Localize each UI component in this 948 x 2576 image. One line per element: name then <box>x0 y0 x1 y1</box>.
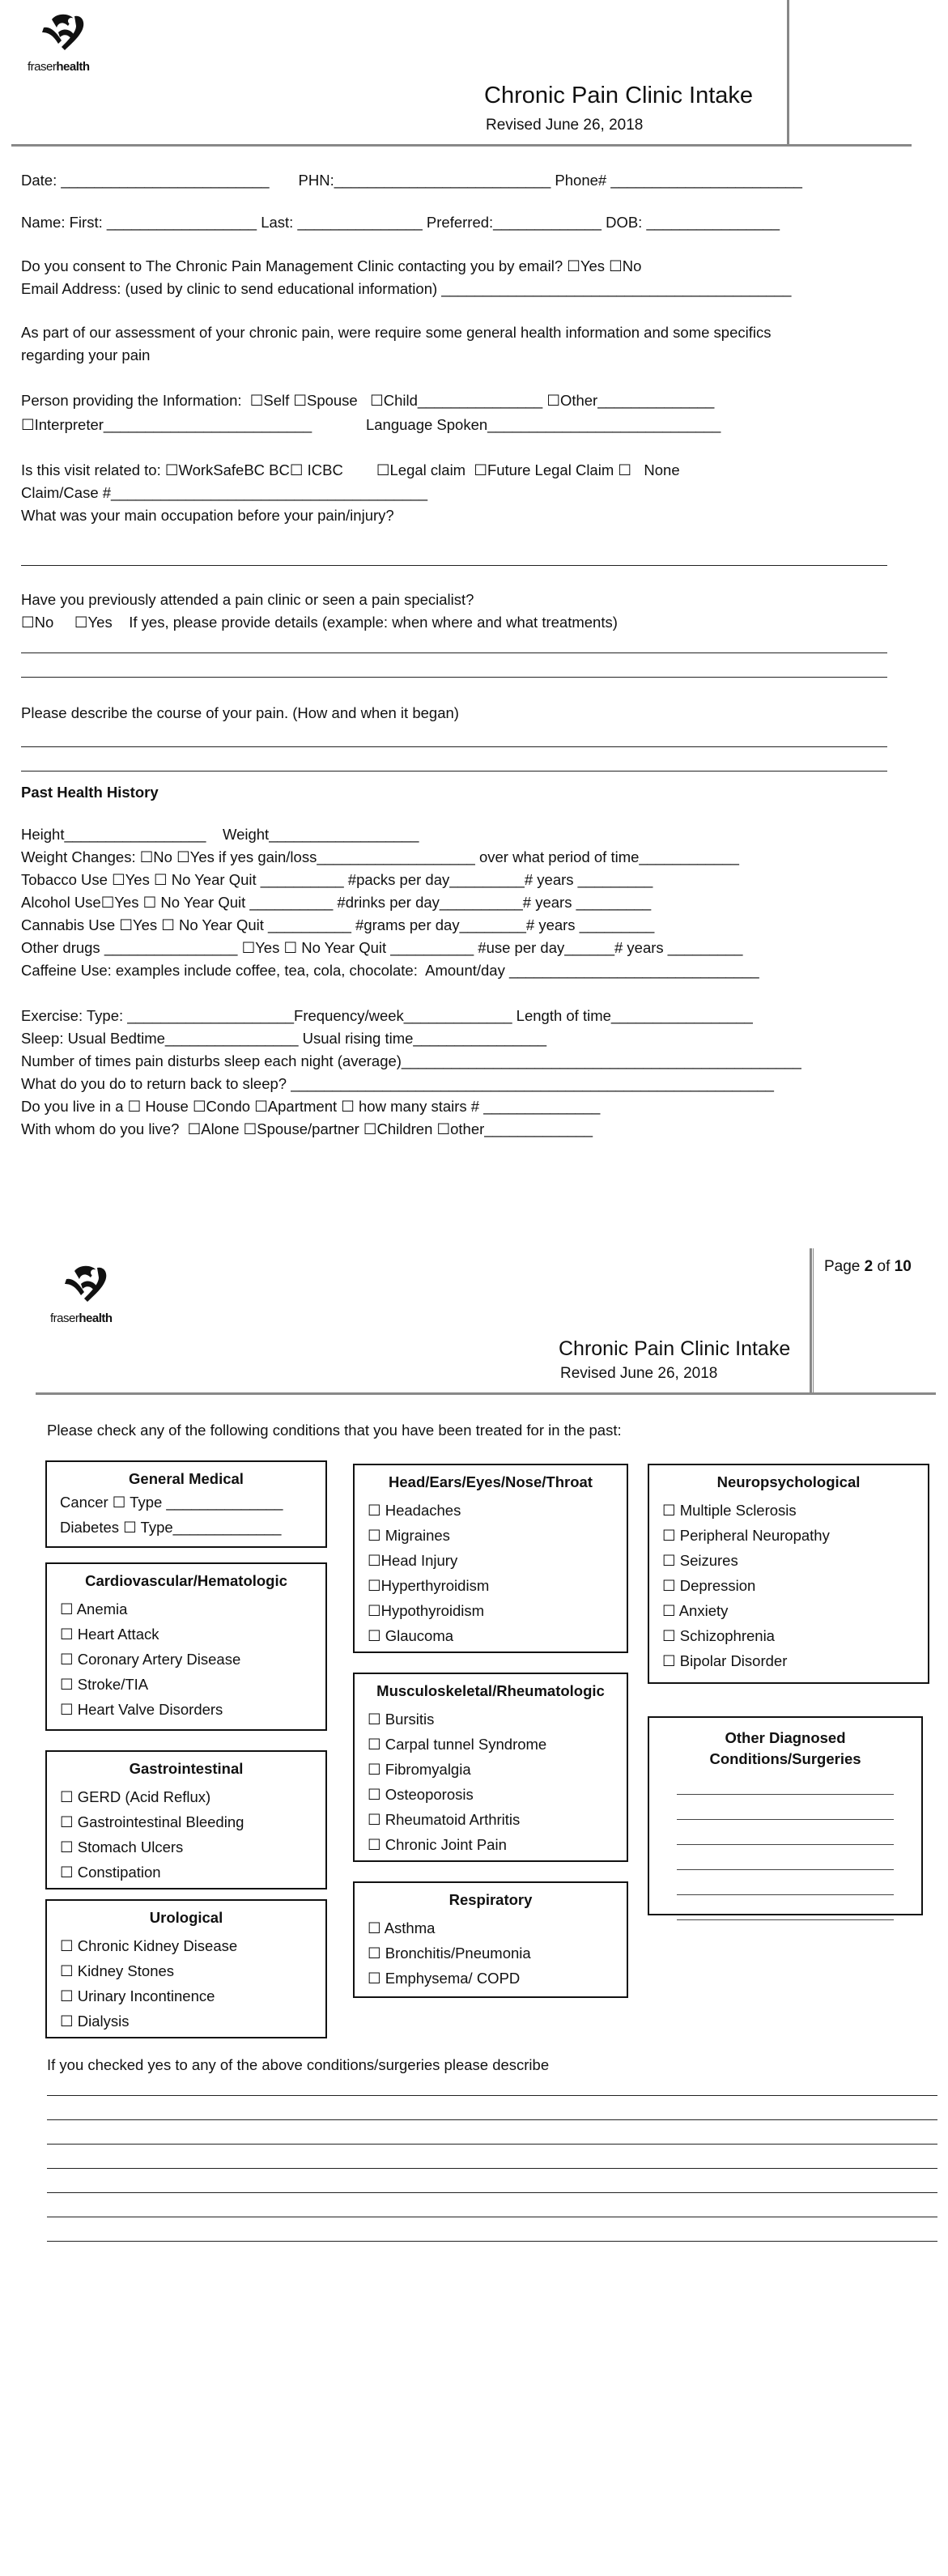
dialysis-checkbox[interactable]: ☐ Dialysis <box>60 2013 130 2030</box>
neuropsychological-box <box>648 1464 929 1684</box>
fraser-health-logo <box>24 11 113 78</box>
fibromyalgia-checkbox[interactable]: ☐ Fibromyalgia <box>368 1761 471 1778</box>
page2-title: Chronic Pain Clinic Intake <box>559 1337 791 1360</box>
diabetes-checkbox[interactable]: Diabetes ☐ Type_____________ <box>60 1519 282 1536</box>
person-providing-line[interactable]: Person providing the Information: ☐Self ☐Spouse ☐Child_______________ ☐Other______________ <box>21 392 715 409</box>
musculoskeletal-box <box>353 1673 628 1862</box>
heart-attack-checkbox[interactable]: ☐ Heart Attack <box>60 1626 159 1643</box>
occupation-answer-line[interactable] <box>21 565 887 566</box>
head-injury-checkbox[interactable]: ☐Head Injury <box>368 1552 458 1569</box>
bronchitis-pneumonia-checkbox[interactable]: ☐ Bronchitis/Pneumonia <box>368 1945 531 1962</box>
name-line[interactable]: Name: First: __________________ Last: _______________ Preferred:_____________ DOB: ________________ <box>21 214 780 231</box>
other-conditions-box <box>648 1716 923 1915</box>
glaucoma-checkbox[interactable]: ☐ Glaucoma <box>368 1627 454 1644</box>
hypothyroidism-checkbox[interactable]: ☐Hypothyroidism <box>368 1602 485 1619</box>
assessment-intro-line-1: As part of our assessment of your chronic pain, were require some general health information and some specifics <box>21 324 772 341</box>
other-condition-line-1[interactable] <box>677 1770 895 1795</box>
bursitis-checkbox[interactable]: ☐ Bursitis <box>368 1711 435 1728</box>
chronic-kidney-disease-checkbox[interactable]: ☐ Chronic Kidney Disease <box>60 1937 238 1954</box>
hyperthyroidism-checkbox[interactable]: ☐Hyperthyroidism <box>368 1577 490 1594</box>
box-title: Musculoskeletal/Rheumatologic <box>376 1682 605 1699</box>
describe-conditions-prompt: If you checked yes to any of the above conditions/surgeries please describe <box>47 2056 550 2073</box>
pain-clinic-options[interactable]: ☐No ☐Yes If yes, please provide details (example: when where and what treatments) <box>21 614 618 631</box>
logo-text-light: fraser <box>50 1311 79 1325</box>
box-title: Respiratory <box>448 1891 533 1908</box>
header-divider <box>11 144 912 147</box>
cancer-checkbox[interactable]: Cancer ☐ Type ______________ <box>60 1494 283 1511</box>
page-label: Page <box>824 1258 861 1275</box>
kidney-stones-checkbox[interactable]: ☐ Kidney Stones <box>60 1962 175 1979</box>
claim-case-line[interactable]: Claim/Case #______________________________________ <box>21 484 428 501</box>
page2-revised-date: Revised June 26, 2018 <box>560 1365 718 1382</box>
logo-text-light: fraser <box>28 60 57 74</box>
stroke-tia-checkbox[interactable]: ☐ Stroke/TIA <box>60 1676 149 1693</box>
other-condition-line-6[interactable] <box>677 1895 895 1920</box>
other-drugs-line[interactable]: Other drugs ________________ ☐Yes ☐ No Year Quit __________ #use per day______# years _________ <box>21 939 743 956</box>
page-of: of <box>877 1258 891 1275</box>
past-health-history-heading: Past Health History <box>21 784 159 801</box>
describe-line-7[interactable] <box>47 2241 937 2242</box>
other-condition-line-2[interactable] <box>677 1795 895 1820</box>
pain-clinic-question: Have you previously attended a pain clinic or seen a pain specialist? <box>21 591 474 608</box>
pain-course-question: Please describe the course of your pain. (How and when it began) <box>21 704 459 721</box>
caffeine-use-line[interactable]: Caffeine Use: examples include coffee, tea, cola, chocolate: Amount/day ______________________________ <box>21 962 759 979</box>
interpreter-line[interactable]: ☐Interpreter_________________________ Language Spoken____________________________ <box>21 416 721 433</box>
height-weight-line[interactable]: Height_________________ Weight__________________ <box>21 826 419 843</box>
sleep-disturbance-line[interactable]: Number of times pain disturbs sleep each night (average)________________________________________________ <box>21 1052 801 1069</box>
headaches-checkbox[interactable]: ☐ Headaches <box>368 1502 461 1519</box>
multiple-sclerosis-checkbox[interactable]: ☐ Multiple Sclerosis <box>662 1502 797 1519</box>
depression-checkbox[interactable]: ☐ Depression <box>662 1577 756 1594</box>
page2-header-divider <box>36 1392 936 1395</box>
live-with-line[interactable]: With whom do you live? ☐Alone ☐Spouse/partner ☐Children ☐other_____________ <box>21 1120 593 1137</box>
carpal-tunnel-checkbox[interactable]: ☐ Carpal tunnel Syndrome <box>368 1736 547 1753</box>
revised-date: Revised June 26, 2018 <box>486 117 644 134</box>
general-medical-box <box>45 1460 327 1548</box>
page-number <box>824 1258 912 1276</box>
seizures-checkbox[interactable]: ☐ Seizures <box>662 1552 738 1569</box>
tobacco-use-line[interactable]: Tobacco Use ☐Yes ☐ No Year Quit __________ #packs per day_________# years _________ <box>21 871 653 888</box>
residence-line[interactable]: Do you live in a ☐ House ☐Condo ☐Apartment ☐ how many stairs # ______________ <box>21 1098 601 1115</box>
return-to-sleep-line[interactable]: What do you do to return back to sleep? __________________________________________________________ <box>21 1075 774 1092</box>
pain-clinic-answer-line-2[interactable] <box>21 677 887 678</box>
page-total: 10 <box>894 1258 912 1275</box>
fraser-health-logo-page2 <box>47 1263 136 1329</box>
osteoporosis-checkbox[interactable]: ☐ Osteoporosis <box>368 1786 474 1803</box>
urinary-incontinence-checkbox[interactable]: ☐ Urinary Incontinence <box>60 1987 215 2004</box>
logo-figure-icon <box>36 11 92 53</box>
date-phn-phone-line[interactable]: Date: _________________________ PHN:__________________________ Phone# _______________________ <box>21 172 802 189</box>
sleep-line[interactable]: Sleep: Usual Bedtime________________ Usual rising time________________ <box>21 1030 547 1047</box>
heart-valve-disorders-checkbox[interactable]: ☐ Heart Valve Disorders <box>60 1701 223 1718</box>
logo-figure-icon <box>58 1263 115 1305</box>
cannabis-use-line[interactable]: Cannabis Use ☐Yes ☐ No Year Quit __________ #grams per day________# years _________ <box>21 916 655 933</box>
exercise-line[interactable]: Exercise: Type: ____________________Frequency/week_____________ Length of time_________________ <box>21 1007 753 1024</box>
occupation-question: What was your main occupation before your pain/injury? <box>21 507 394 524</box>
gerd-checkbox[interactable]: ☐ GERD (Acid Reflux) <box>60 1788 211 1805</box>
describe-line-4[interactable] <box>47 2168 937 2169</box>
box-title: Gastrointestinal <box>129 1760 244 1777</box>
respiratory-box <box>353 1881 628 1998</box>
describe-line-2[interactable] <box>47 2119 937 2120</box>
describe-line-5[interactable] <box>47 2192 937 2193</box>
peripheral-neuropathy-checkbox[interactable]: ☐ Peripheral Neuropathy <box>662 1527 830 1544</box>
coronary-artery-disease-checkbox[interactable]: ☐ Coronary Artery Disease <box>60 1651 241 1668</box>
stomach-ulcers-checkbox[interactable]: ☐ Stomach Ulcers <box>60 1838 184 1855</box>
conditions-instruction: Please check any of the following conditions that you have been treated for in the past: <box>47 1422 622 1439</box>
schizophrenia-checkbox[interactable]: ☐ Schizophrenia <box>662 1627 775 1644</box>
pain-course-answer-line-1[interactable] <box>21 746 887 747</box>
box-title: General Medical <box>129 1470 244 1487</box>
describe-line-1[interactable] <box>47 2095 937 2096</box>
box-title-line-2: Conditions/Surgeries <box>709 1750 861 1767</box>
pain-course-answer-line-2[interactable] <box>21 771 887 772</box>
other-condition-line-3[interactable] <box>677 1820 895 1845</box>
box-title: Head/Ears/Eyes/Nose/Throat <box>389 1473 593 1490</box>
box-title: Urological <box>149 1909 223 1926</box>
email-consent-line[interactable]: Do you consent to The Chronic Pain Management Clinic contacting you by email? ☐Yes ☐No <box>21 257 642 274</box>
heent-box <box>353 1464 628 1653</box>
weight-changes-line[interactable]: Weight Changes: ☐No ☐Yes if yes gain/loss___________________ over what period of time____________ <box>21 848 739 865</box>
other-condition-line-4[interactable] <box>677 1845 895 1870</box>
page-current: 2 <box>864 1258 874 1275</box>
assessment-intro-line-2: regarding your pain <box>21 346 151 363</box>
other-condition-line-5[interactable] <box>677 1870 895 1895</box>
constipation-checkbox[interactable]: ☐ Constipation <box>60 1864 161 1881</box>
rheumatoid-arthritis-checkbox[interactable]: ☐ Rheumatoid Arthritis <box>368 1811 521 1828</box>
box-title: Cardiovascular/Hematologic <box>85 1572 287 1589</box>
gastrointestinal-box <box>45 1750 327 1889</box>
emphysema-copd-checkbox[interactable]: ☐ Emphysema/ COPD <box>368 1970 521 1987</box>
page-title: Chronic Pain Clinic Intake <box>484 83 754 108</box>
describe-line-3[interactable] <box>47 2144 937 2145</box>
anemia-checkbox[interactable]: ☐ Anemia <box>60 1600 128 1617</box>
email-address-line[interactable]: Email Address: (used by clinic to send educational information) __________________________________________ <box>21 280 792 297</box>
cardiovascular-box <box>45 1562 327 1731</box>
migraines-checkbox[interactable]: ☐ Migraines <box>368 1527 450 1544</box>
chronic-joint-pain-checkbox[interactable]: ☐ Chronic Joint Pain <box>368 1836 507 1853</box>
header-divider-vertical <box>787 0 789 144</box>
bipolar-disorder-checkbox[interactable]: ☐ Bipolar Disorder <box>662 1652 788 1669</box>
asthma-checkbox[interactable]: ☐ Asthma <box>368 1919 436 1936</box>
page2-header-divider-vertical-left <box>810 1248 812 1392</box>
box-title-line-1: Other Diagnosed <box>725 1729 846 1746</box>
anxiety-checkbox[interactable]: ☐ Anxiety <box>662 1602 729 1619</box>
logo-text-bold: health <box>56 60 90 74</box>
alcohol-use-line[interactable]: Alcohol Use☐Yes ☐ No Year Quit __________ #drinks per day__________# years _________ <box>21 894 652 911</box>
gi-bleeding-checkbox[interactable]: ☐ Gastrointestinal Bleeding <box>60 1813 244 1830</box>
urological-box <box>45 1899 327 2038</box>
page2-header-divider-vertical-right <box>813 1248 814 1392</box>
logo-text-bold: health <box>79 1311 113 1325</box>
box-title: Neuropsychological <box>716 1473 861 1490</box>
visit-related-line[interactable]: Is this visit related to: ☐WorkSafeBC BC☐ ICBC ☐Legal claim ☐Future Legal Claim ☐ None <box>21 461 680 478</box>
